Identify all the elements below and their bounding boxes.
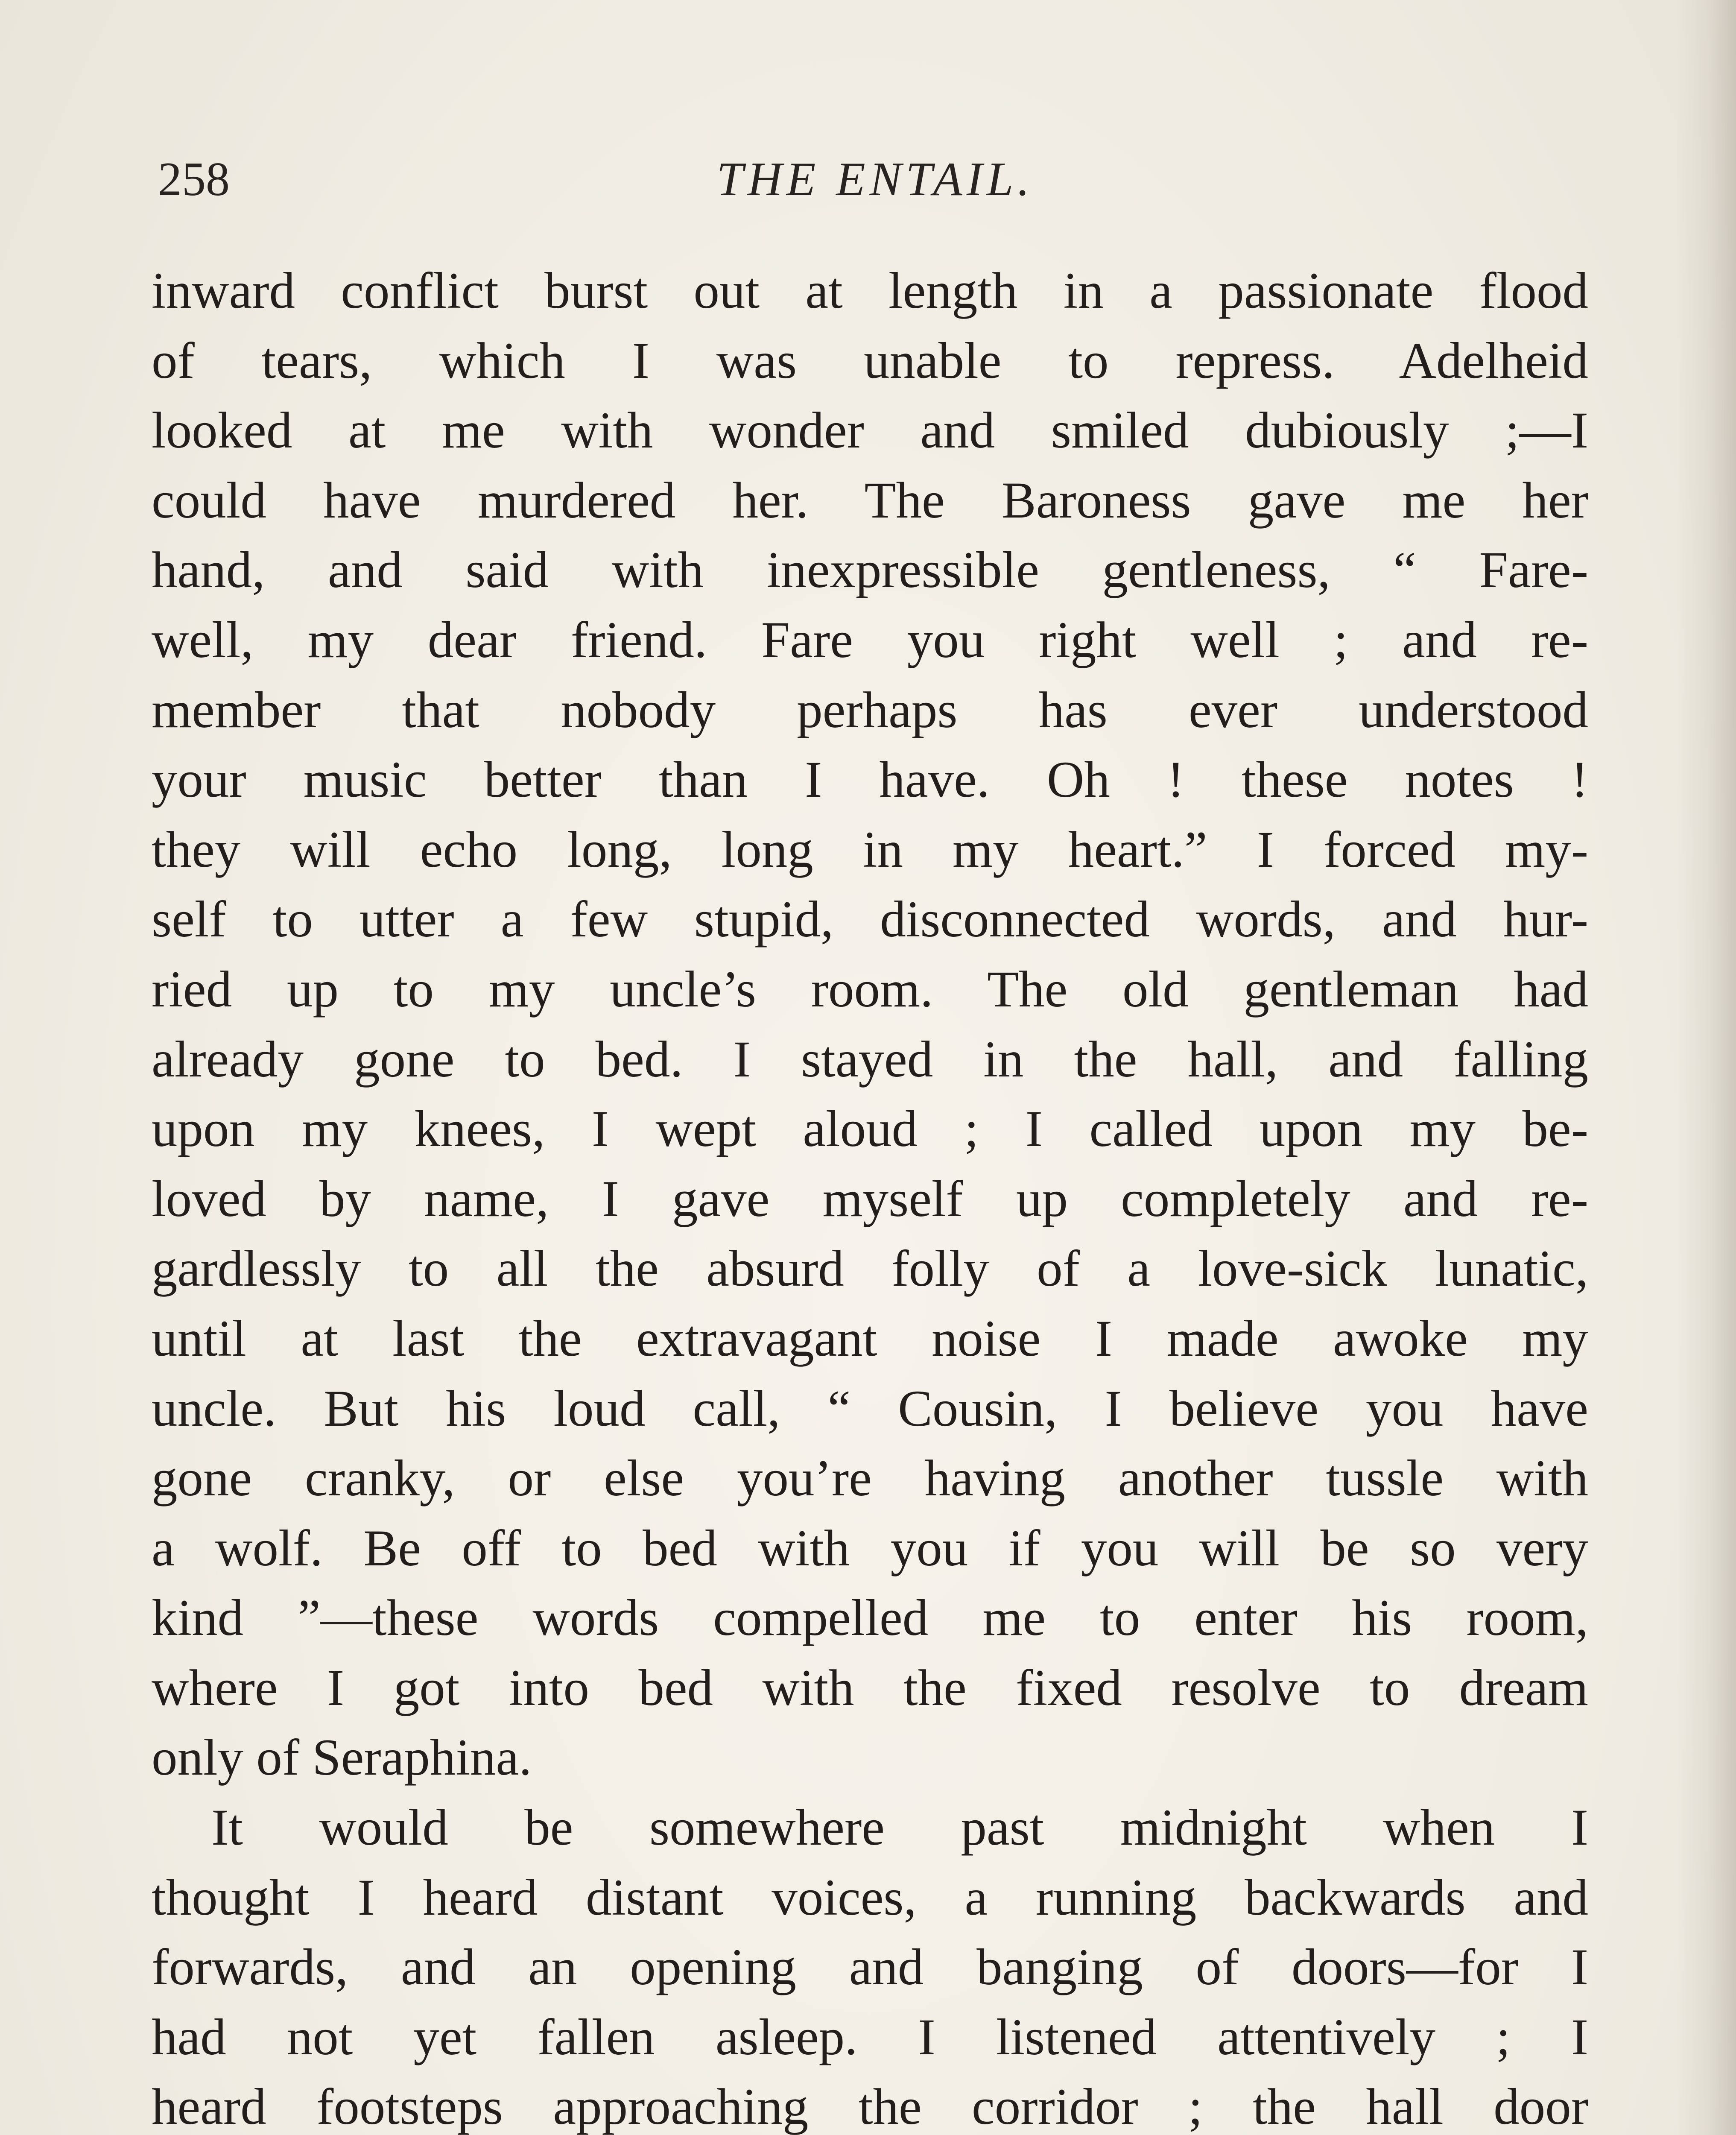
text-line: could have murdered her. The Baroness gave me her <box>152 471 1588 529</box>
text-line: your music better than I have. Oh ! these notes ! <box>152 751 1588 809</box>
page-header <box>158 145 1593 214</box>
text-line: kind ”—these words compelled me to enter his room, <box>152 1589 1588 1647</box>
body-text <box>152 256 1588 2135</box>
text-line: until at last the extravagant noise I made awoke my <box>152 1310 1588 1367</box>
text-line: forwards, and an opening and banging of doors—for I <box>152 1939 1588 1996</box>
page-number: 258 <box>158 153 230 206</box>
text-line: gardlessly to all the absurd folly of a love-sick lunatic, <box>152 1240 1588 1298</box>
running-title: THE ENTAIL. <box>716 153 1034 206</box>
text-line: upon my knees, I wept aloud ; I called upon my be- <box>152 1100 1588 1158</box>
text-line: gone cranky, or else you’re having another tussle with <box>152 1450 1588 1507</box>
text-line: had not yet fallen asleep. I listened attentively ; I <box>152 2008 1588 2066</box>
text-line: where I got into bed with the fixed resolve to dream <box>152 1659 1588 1717</box>
text-line: they will echo long, long in my heart.” I forced my- <box>152 821 1588 878</box>
text-line: thought I heard distant voices, a running backwards and <box>152 1869 1588 1926</box>
text-line: uncle. But his loud call, “ Cousin, I believe you have <box>152 1380 1588 1437</box>
text-line: inward conflict burst out at length in a passionate flood <box>152 262 1588 319</box>
text-line: of tears, which I was unable to repress. Adelheid <box>152 332 1588 389</box>
text-line: heard footsteps approaching the corridor ; the hall door <box>152 2078 1588 2135</box>
text-line: well, my dear friend. Fare you right well ; and re- <box>152 611 1588 669</box>
paragraph-start-line: It would be somewhere past midnight when I <box>211 1799 1588 1857</box>
text-line: self to utter a few stupid, disconnected words, and hur- <box>152 891 1588 948</box>
text-line: loved by name, I gave myself up completely and re- <box>152 1170 1588 1228</box>
binding-shadow <box>1676 0 1736 2135</box>
text-line: looked at me with wonder and smiled dubiously ;—I <box>152 402 1588 459</box>
paragraph-end-line: only of Seraphina. <box>152 1729 532 1787</box>
text-line: ried up to my uncle’s room. The old gentleman had <box>152 960 1588 1018</box>
text-line: member that nobody perhaps has ever understood <box>152 681 1588 739</box>
text-line: already gone to bed. I stayed in the hall, and falling <box>152 1030 1588 1088</box>
text-line: a wolf. Be off to bed with you if you will be so very <box>152 1519 1588 1577</box>
text-line: hand, and said with inexpressible gentleness, “ Fare- <box>152 541 1588 599</box>
